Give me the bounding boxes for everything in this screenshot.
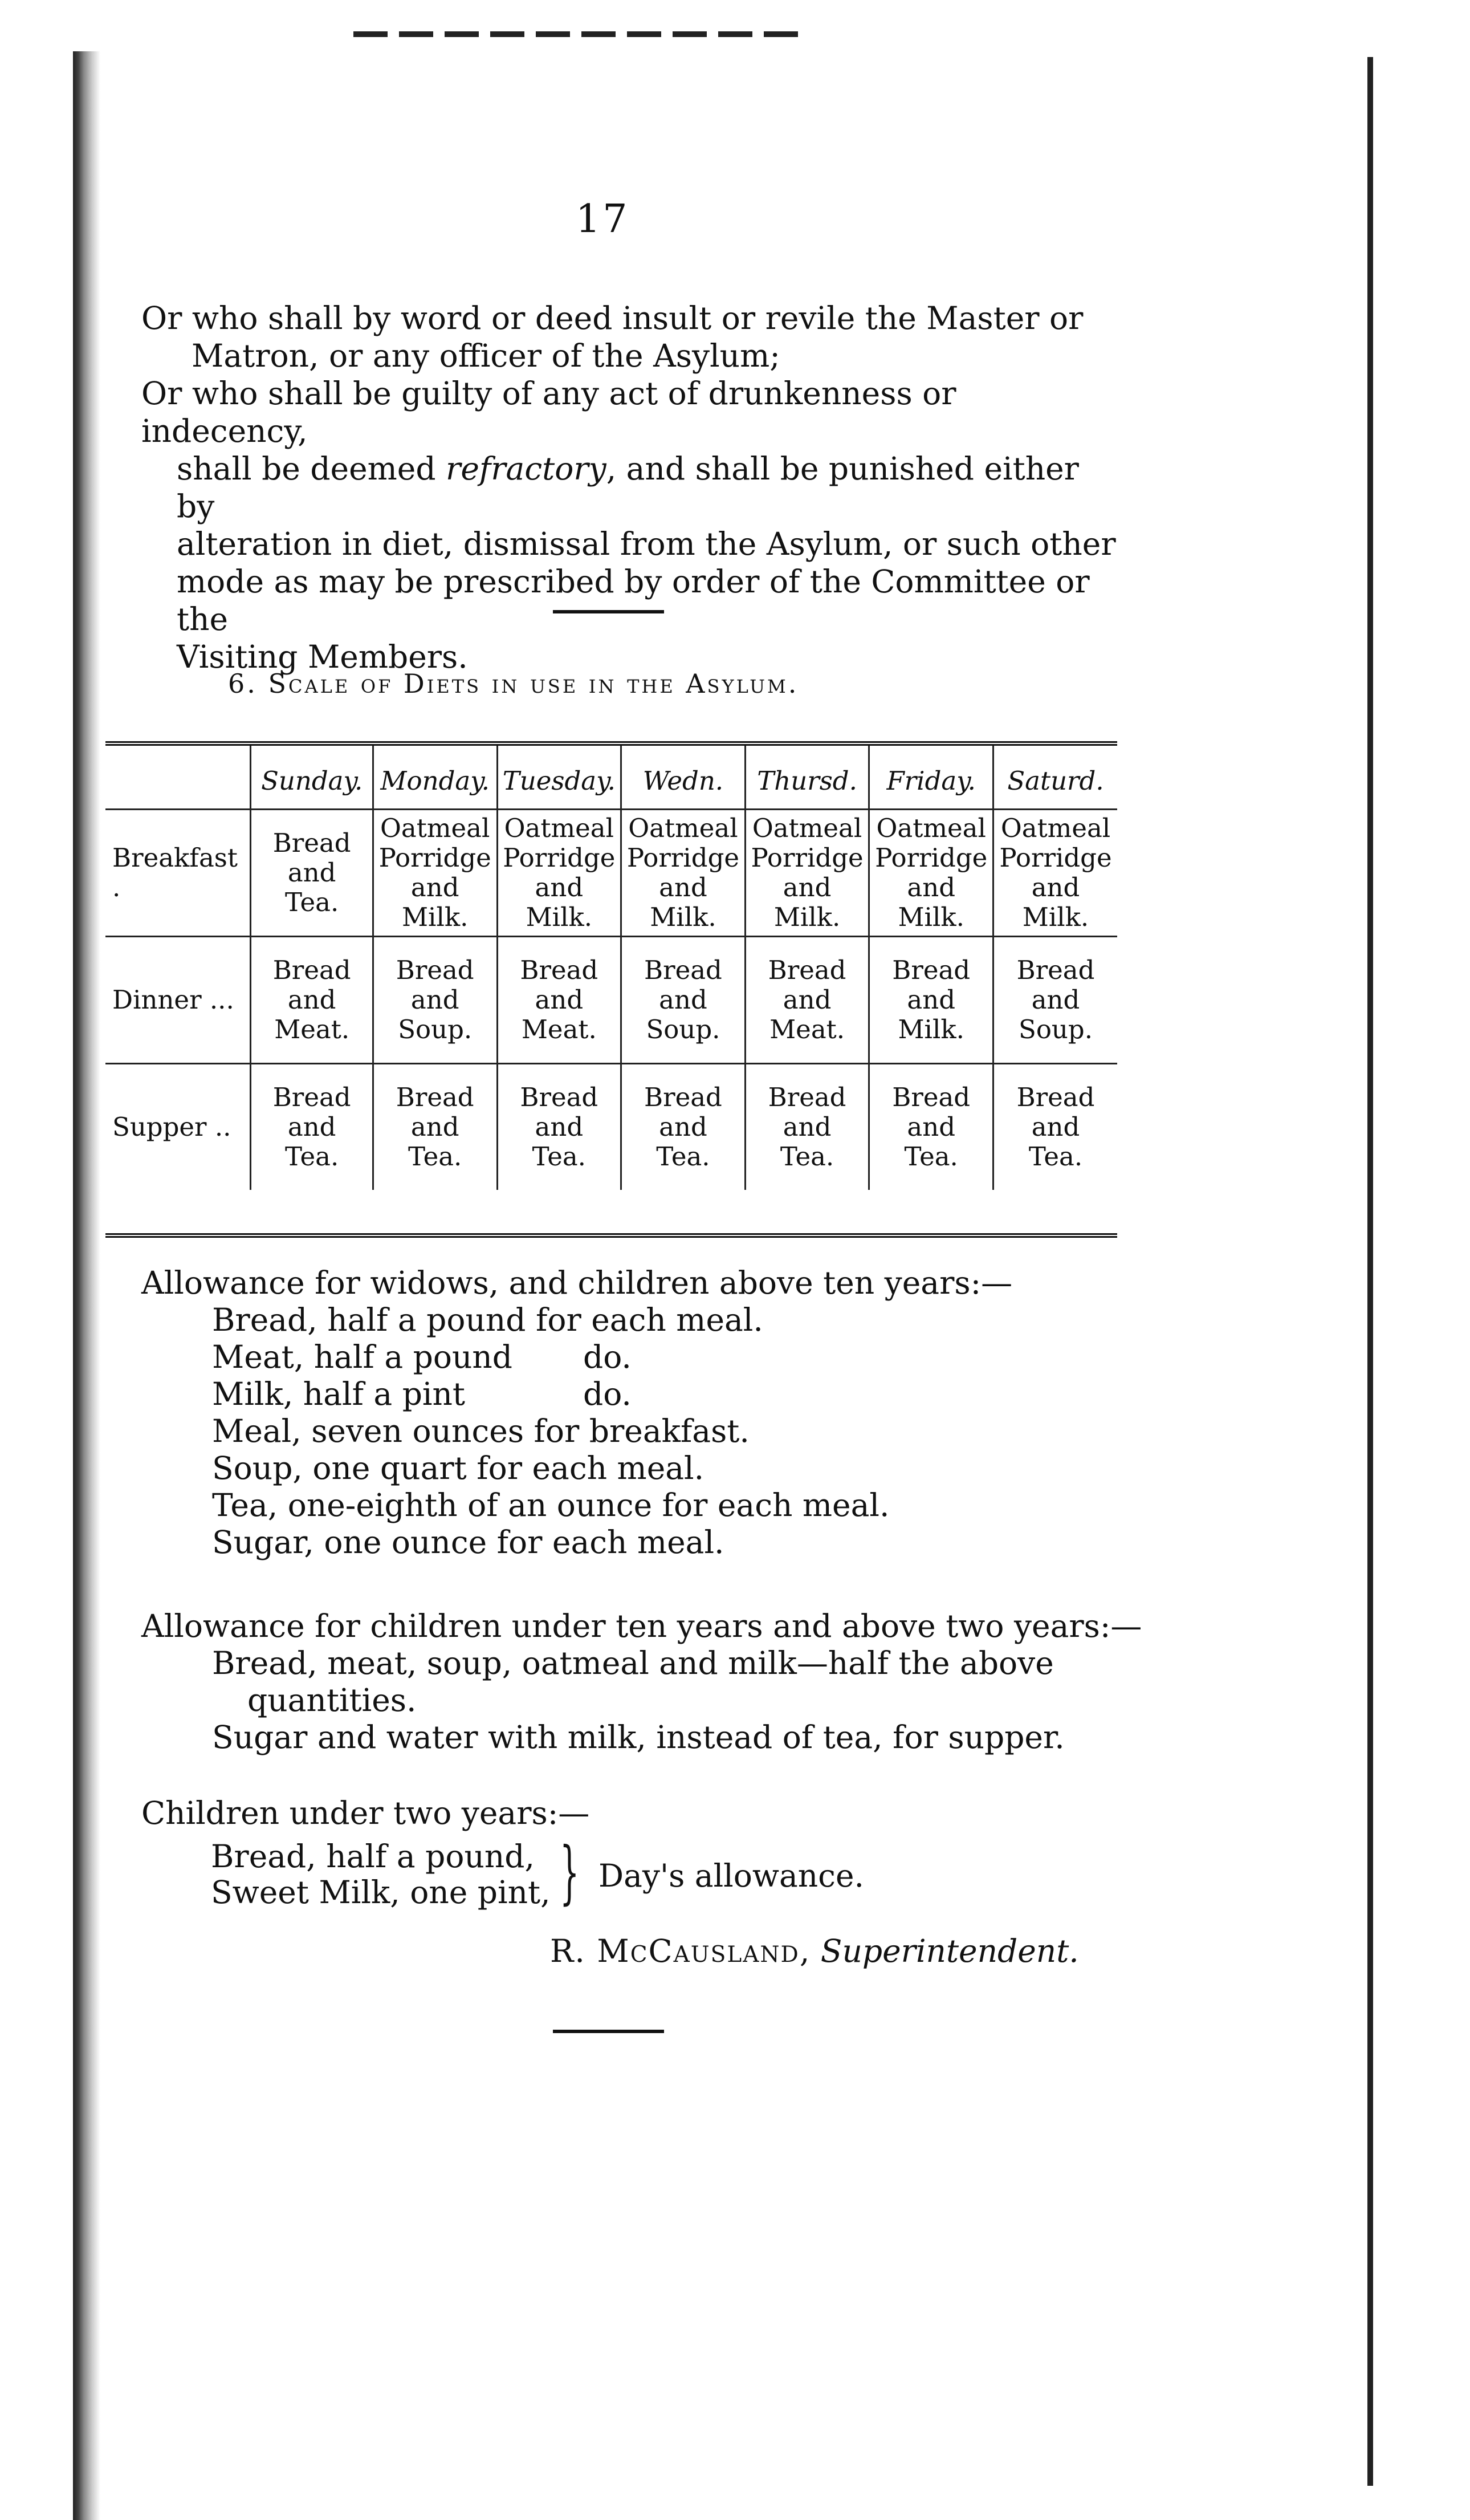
allowance-item: Sweet Milk, one pint, xyxy=(211,1874,551,1911)
diet-cell-line: and xyxy=(535,1112,584,1142)
day-header: Sunday. xyxy=(251,746,373,810)
diet-cell-line: Milk. xyxy=(401,902,469,932)
allowance-item: Sugar, one ounce for each meal. xyxy=(212,1524,724,1560)
diet-cell-line: Tea. xyxy=(285,1141,339,1172)
allowance-line: quantities. xyxy=(247,1682,417,1718)
diet-cell-line: and xyxy=(287,1112,336,1142)
diet-cell-line: Soup. xyxy=(1019,1014,1093,1044)
diet-cell-line: Bread xyxy=(768,1082,846,1112)
diet-cell-line: Milk. xyxy=(898,902,964,932)
signature xyxy=(550,1933,1079,1969)
diet-cell-line: Tea. xyxy=(532,1141,586,1172)
diet-cell-line: and xyxy=(907,985,956,1015)
diet-cell-line: and xyxy=(410,872,459,903)
diet-cell xyxy=(251,1064,373,1190)
diet-cell-line: Bread xyxy=(396,1082,474,1112)
diet-cell-line: Oatmeal xyxy=(1000,813,1111,843)
allowance-item: Tea, one-eighth of an ounce for each meal. xyxy=(212,1487,890,1523)
diet-cell-line: Porridge xyxy=(751,843,864,873)
allowance-heading: Allowance for children under ten years and above two years:— xyxy=(141,1608,1142,1644)
diet-grid xyxy=(105,746,1117,1190)
rules-text: shall be deemed xyxy=(177,450,446,487)
diet-cell-line: Tea. xyxy=(408,1141,462,1172)
rules-line: mode as may be prescribed by order of the Committee or the xyxy=(177,563,1090,637)
allowance-item-row xyxy=(141,1339,1145,1376)
diet-cell-line: and xyxy=(410,985,459,1015)
diet-cell-line: Soup. xyxy=(646,1014,720,1044)
diet-table xyxy=(105,741,1117,1238)
diet-cell-line: Milk. xyxy=(898,1014,964,1044)
diet-cell-line: and xyxy=(907,872,956,903)
diet-cell-line: and xyxy=(783,872,832,903)
diet-cell-line: and xyxy=(783,985,832,1015)
diet-cell-line: and xyxy=(659,872,707,903)
diet-cell-line: Milk. xyxy=(650,902,716,932)
allowance-widows xyxy=(141,1265,1145,1561)
diet-cell-line: and xyxy=(659,1112,707,1142)
diet-cell-line: Bread xyxy=(644,1082,722,1112)
diet-cell-line: and xyxy=(907,1112,956,1142)
diet-cell-line: and xyxy=(1031,985,1080,1015)
diet-cell-line: Porridge xyxy=(626,843,740,873)
table-row xyxy=(105,937,1117,1064)
rules-line-refractory xyxy=(141,450,1122,525)
page-edge-right xyxy=(1367,57,1373,2486)
day-header: Tuesday. xyxy=(497,746,621,810)
diet-cell-line: Bread xyxy=(644,955,722,985)
day-header: Wedn. xyxy=(621,746,746,810)
diet-cell xyxy=(993,1064,1117,1190)
diet-cell-line: Bread xyxy=(272,955,351,985)
day-header: Saturd. xyxy=(993,746,1117,810)
diet-cell-line: Tea. xyxy=(780,1141,834,1172)
diet-cell-line: and xyxy=(535,872,584,903)
allowance-item: Milk, half a pint xyxy=(212,1376,466,1412)
top-ornament-rule xyxy=(353,31,798,37)
rules-paragraph xyxy=(141,299,1122,676)
diet-cell-line: Tea. xyxy=(1028,1141,1083,1172)
diet-cell xyxy=(251,937,373,1064)
diet-cell xyxy=(993,937,1117,1064)
diet-cell-line: Bread xyxy=(892,1082,971,1112)
diet-cell-line: Tea. xyxy=(285,887,339,917)
rules-line: Visiting Members. xyxy=(177,639,468,675)
diet-cell xyxy=(745,937,869,1064)
rules-line: alteration in diet, dismissal from the Asylum, or such other xyxy=(177,526,1116,562)
diet-cell-line: Porridge xyxy=(503,843,616,873)
diet-cell-line: and xyxy=(1031,1112,1080,1142)
closing-divider xyxy=(553,2030,664,2033)
diet-cell-line: Bread xyxy=(1016,1082,1095,1112)
page-number: 17 xyxy=(576,197,630,242)
rules-line: Or who shall be guilty of any act of drunkenness or indecency, xyxy=(141,375,956,449)
diet-cell xyxy=(497,1064,621,1190)
page-binding-edge-left xyxy=(73,51,100,2520)
allowance-children xyxy=(141,1608,1145,1756)
rules-emphasis: refractory xyxy=(446,450,606,487)
section-divider xyxy=(553,610,664,613)
diet-cell xyxy=(621,810,746,937)
meal-label: Supper .. xyxy=(105,1064,251,1190)
allowance-line: Bread, meat, soup, oatmeal and milk—half the above xyxy=(212,1645,1054,1681)
allowance-line: Sugar and water with milk, instead of tea, for supper. xyxy=(212,1719,1065,1755)
diet-cell xyxy=(869,810,993,937)
diet-cell-line: Oatmeal xyxy=(380,813,490,843)
allowance-infants xyxy=(141,1795,1145,1832)
meal-label: Dinner ... xyxy=(105,937,251,1064)
day-header: Friday. xyxy=(869,746,993,810)
diet-cell-line: Porridge xyxy=(875,843,988,873)
rules-line: Or who shall by word or deed insult or revile the Master or xyxy=(141,300,1084,336)
diet-cell-line: Oatmeal xyxy=(752,813,862,843)
diet-cell xyxy=(373,1064,497,1190)
diet-cell xyxy=(745,810,869,937)
diet-cell-line: and xyxy=(410,1112,459,1142)
diet-cell-line: Bread xyxy=(396,955,474,985)
table-row xyxy=(105,1064,1117,1190)
diet-cell-line: Oatmeal xyxy=(504,813,614,843)
diet-cell-line: Bread xyxy=(272,1082,351,1112)
diet-cell xyxy=(621,937,746,1064)
allowance-item: Bread, half a pound for each meal. xyxy=(212,1302,763,1338)
diet-cell-line: Bread xyxy=(520,955,598,985)
diet-cell-line: Tea. xyxy=(656,1141,710,1172)
rules-text: , and shall be punished either by xyxy=(177,450,1079,525)
diet-cell-line: Meat. xyxy=(769,1014,845,1044)
diet-cell-line: Bread xyxy=(520,1082,598,1112)
allowance-item: Bread, half a pound, xyxy=(211,1838,535,1875)
rules-line: Matron, or any officer of the Asylum; xyxy=(192,338,780,374)
brace-label: Day's allowance. xyxy=(598,1858,864,1894)
diet-cell-line: Meat. xyxy=(274,1014,350,1044)
diet-cell-line: Bread xyxy=(768,955,846,985)
day-header: Thursd. xyxy=(745,746,869,810)
diet-cell xyxy=(869,937,993,1064)
table-row xyxy=(105,810,1117,937)
diet-cell xyxy=(251,810,373,937)
section-heading: 6. Scale of Diets in use in the Asylum. xyxy=(228,668,799,699)
infant-allowance-brace-group xyxy=(211,1833,864,1912)
diet-cell-line: and xyxy=(659,985,707,1015)
diet-cell-line: Milk. xyxy=(773,902,841,932)
diet-cell xyxy=(497,810,621,937)
diet-cell-line: and xyxy=(535,985,584,1015)
diet-cell-line: Soup. xyxy=(398,1014,473,1044)
day-header: Monday. xyxy=(373,746,497,810)
diet-cell-line: Milk. xyxy=(1022,902,1089,932)
table-header-row xyxy=(105,746,1117,810)
diet-cell-line: Porridge xyxy=(378,843,491,873)
diet-cell xyxy=(373,937,497,1064)
diet-cell-line: Bread xyxy=(272,828,351,858)
diet-cell xyxy=(993,810,1117,937)
allowance-heading: Children under two years:— xyxy=(141,1795,590,1831)
diet-cell-line: Porridge xyxy=(999,843,1112,873)
allowance-item: Meat, half a pound xyxy=(212,1339,513,1375)
diet-cell-line: Oatmeal xyxy=(876,813,986,843)
signature-title: Superintendent. xyxy=(820,1933,1079,1969)
diet-cell-line: Milk. xyxy=(526,902,593,932)
allowance-heading: Allowance for widows, and children above ten years:— xyxy=(141,1265,1013,1301)
diet-cell-line: Bread xyxy=(1016,955,1095,985)
diet-cell xyxy=(869,1064,993,1190)
diet-cell-line: Oatmeal xyxy=(628,813,738,843)
diet-cell-line: Meat. xyxy=(521,1014,597,1044)
ditto-mark: do. xyxy=(583,1376,632,1412)
ditto-mark: do. xyxy=(583,1339,632,1375)
allowance-item-row xyxy=(141,1376,1145,1413)
signature-name: R. McCausland, xyxy=(550,1933,811,1969)
diet-cell-line: and xyxy=(783,1112,832,1142)
brace-icon: } xyxy=(560,1833,580,1912)
table-corner xyxy=(105,746,251,810)
diet-cell xyxy=(621,1064,746,1190)
diet-cell-line: and xyxy=(287,985,336,1015)
diet-cell-line: Bread xyxy=(892,955,971,985)
meal-label: Breakfast . xyxy=(105,810,251,937)
diet-cell-line: and xyxy=(1031,872,1080,903)
allowance-item: Meal, seven ounces for breakfast. xyxy=(212,1413,750,1449)
diet-cell xyxy=(373,810,497,937)
diet-cell-line: and xyxy=(287,857,336,888)
allowance-item: Soup, one quart for each meal. xyxy=(212,1450,705,1486)
diet-cell xyxy=(745,1064,869,1190)
diet-cell-line: Tea. xyxy=(904,1141,958,1172)
diet-cell xyxy=(497,937,621,1064)
